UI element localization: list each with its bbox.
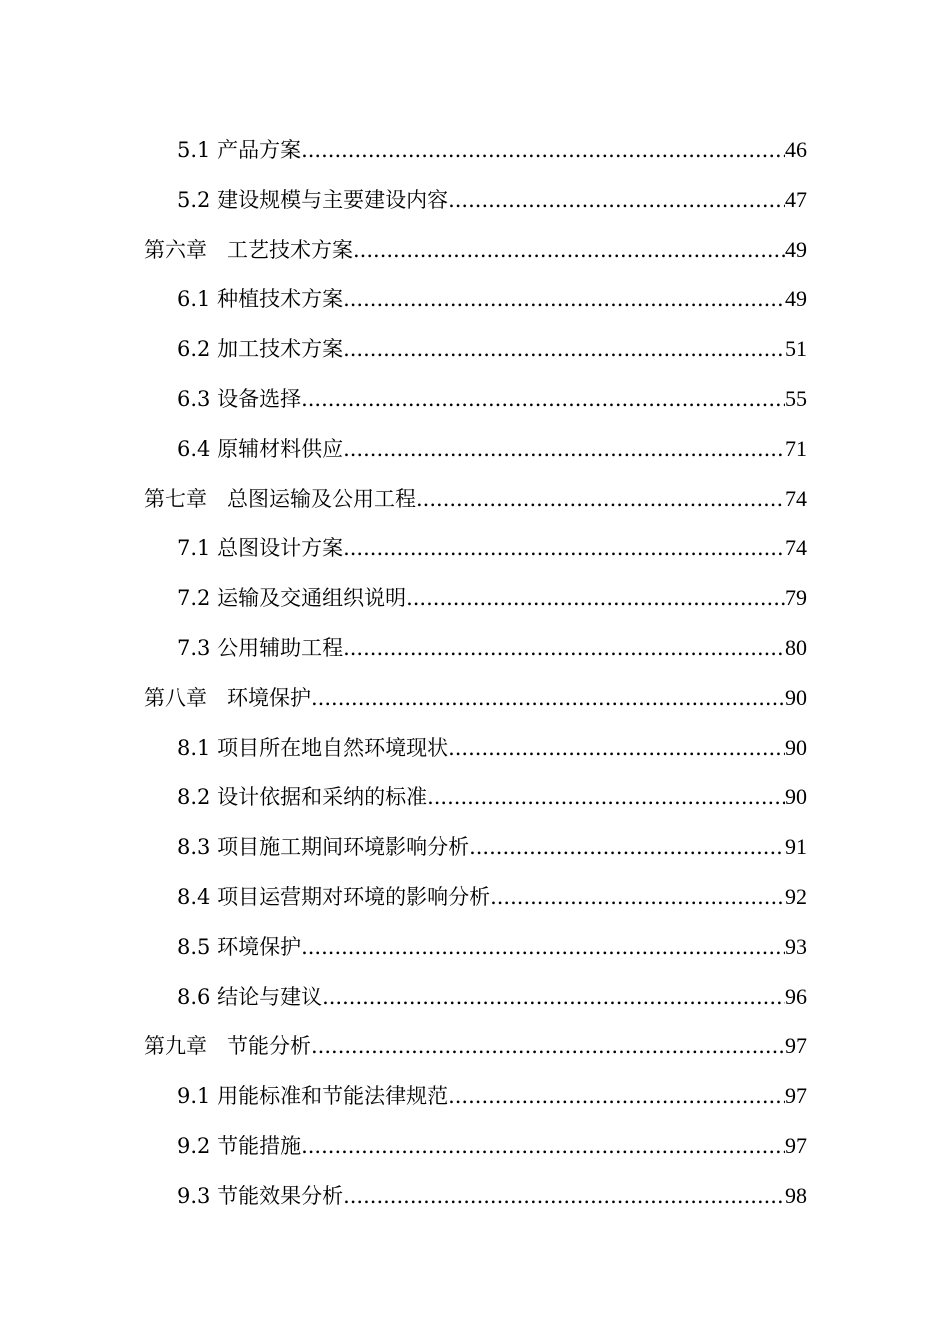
toc-chapter-entry[interactable] <box>144 225 807 275</box>
toc-entry-title: 7.3 公用辅助工程 <box>177 635 344 660</box>
toc-section-entry[interactable] <box>144 324 807 374</box>
toc-section-entry[interactable] <box>144 274 807 324</box>
toc-section-entry[interactable] <box>144 374 807 424</box>
toc-section-entry[interactable] <box>144 523 807 573</box>
toc-dot-leader <box>490 873 785 923</box>
toc-page-number: 97 <box>785 1083 807 1109</box>
toc-entry-title: 7.1 总图设计方案 <box>177 536 344 561</box>
toc-page-number: 98 <box>785 1182 807 1208</box>
toc-dot-leader <box>343 325 785 375</box>
toc-page-number: 90 <box>785 734 807 760</box>
toc-page-number: 47 <box>785 186 807 212</box>
toc-entry-title: 6.2 加工技术方案 <box>177 337 344 362</box>
toc-section-entry[interactable] <box>144 573 807 623</box>
toc-chapter-title: 总图运输及公用工程 <box>227 486 416 511</box>
toc-page-number: 71 <box>785 435 807 461</box>
toc-page-number: 46 <box>785 137 807 162</box>
toc-page-number: 55 <box>785 385 807 411</box>
toc-page-number: 92 <box>785 883 807 909</box>
toc-chapter-title: 节能分析 <box>227 1034 311 1059</box>
toc-section-entry[interactable] <box>144 424 807 474</box>
toc-dot-leader <box>311 674 785 724</box>
toc-section-entry[interactable] <box>144 175 807 225</box>
toc-dot-leader <box>343 275 785 325</box>
toc-entry-title: 8.1 项目所在地自然环境现状 <box>177 735 449 760</box>
toc-dot-leader <box>301 1122 785 1172</box>
toc-section-entry[interactable] <box>144 1071 807 1121</box>
toc-dot-leader <box>301 375 785 425</box>
toc-chapter-number: 第九章 <box>144 1034 207 1059</box>
toc-entry-title: 6.1 种植技术方案 <box>177 287 344 312</box>
toc-entry-title: 9.3 节能效果分析 <box>177 1183 344 1208</box>
toc-page-number: 90 <box>785 784 807 810</box>
toc-page-number: 93 <box>785 933 807 959</box>
toc-page-number: 97 <box>785 1033 807 1059</box>
toc-page-number: 49 <box>785 236 807 262</box>
toc-page-number: 49 <box>785 286 807 312</box>
toc-dot-leader <box>301 126 785 176</box>
toc-dot-leader <box>353 226 785 276</box>
toc-entry-title: 5.2 建设规模与主要建设内容 <box>177 187 449 212</box>
toc-page-number: 79 <box>785 585 807 611</box>
toc-page-number: 51 <box>785 336 807 362</box>
toc-entry-title: 9.1 用能标准和节能法律规范 <box>177 1084 449 1109</box>
toc-page-number: 74 <box>785 485 807 511</box>
table-of-contents <box>144 125 807 1221</box>
toc-dot-leader <box>343 425 785 475</box>
toc-chapter-title: 环境保护 <box>227 685 311 710</box>
toc-section-entry[interactable] <box>144 772 807 822</box>
toc-section-entry[interactable] <box>144 922 807 972</box>
toc-dot-leader <box>343 1172 785 1222</box>
toc-page-number: 80 <box>785 634 807 660</box>
toc-dot-leader <box>416 475 785 525</box>
toc-entry-title <box>144 475 416 525</box>
toc-entry-title: 8.6 结论与建议 <box>177 984 323 1009</box>
toc-page-number: 96 <box>785 983 807 1009</box>
toc-dot-leader <box>322 973 785 1023</box>
toc-entry-title: 9.2 节能措施 <box>177 1133 302 1158</box>
toc-chapter-entry[interactable] <box>144 474 807 524</box>
toc-page-number: 91 <box>785 834 807 860</box>
toc-chapter-number: 第七章 <box>144 486 207 511</box>
toc-page-number: 97 <box>785 1132 807 1158</box>
toc-entry-title: 7.2 运输及交通组织说明 <box>177 586 407 611</box>
toc-entry-title: 5.1 产品方案 <box>177 138 302 162</box>
toc-section-entry[interactable] <box>144 1171 807 1221</box>
toc-entry-title: 6.4 原辅材料供应 <box>177 436 344 461</box>
toc-section-entry[interactable] <box>144 623 807 673</box>
toc-dot-leader <box>343 624 785 674</box>
toc-dot-leader <box>311 1022 785 1072</box>
toc-chapter-entry[interactable] <box>144 673 807 723</box>
toc-entry-title: 6.3 设备选择 <box>177 386 302 411</box>
toc-section-entry[interactable] <box>144 1121 807 1171</box>
toc-chapter-number: 第八章 <box>144 685 207 710</box>
toc-entry-title <box>144 1022 311 1072</box>
toc-dot-leader <box>406 574 785 624</box>
toc-dot-leader <box>343 524 785 574</box>
toc-section-entry[interactable] <box>144 125 807 175</box>
toc-chapter-number: 第六章 <box>144 237 207 262</box>
toc-entry-title: 8.4 项目运营期对环境的影响分析 <box>177 884 491 909</box>
toc-chapter-entry[interactable] <box>144 1021 807 1071</box>
toc-entry-title <box>144 226 353 276</box>
toc-entry-title: 8.2 设计依据和采纳的标准 <box>177 785 428 810</box>
toc-dot-leader <box>448 176 785 226</box>
toc-section-entry[interactable] <box>144 972 807 1022</box>
toc-page-number: 90 <box>785 684 807 710</box>
toc-chapter-title: 工艺技术方案 <box>227 237 353 262</box>
toc-section-entry[interactable] <box>144 723 807 773</box>
toc-entry-title <box>144 674 311 724</box>
toc-dot-leader <box>427 773 785 823</box>
toc-dot-leader <box>448 724 785 774</box>
toc-dot-leader <box>301 923 785 973</box>
toc-section-entry[interactable] <box>144 822 807 872</box>
toc-page-number: 74 <box>785 535 807 561</box>
toc-entry-title: 8.3 项目施工期间环境影响分析 <box>177 835 470 860</box>
toc-section-entry[interactable] <box>144 872 807 922</box>
toc-dot-leader <box>448 1072 785 1122</box>
toc-entry-title: 8.5 环境保护 <box>177 934 302 959</box>
toc-dot-leader <box>469 823 785 873</box>
